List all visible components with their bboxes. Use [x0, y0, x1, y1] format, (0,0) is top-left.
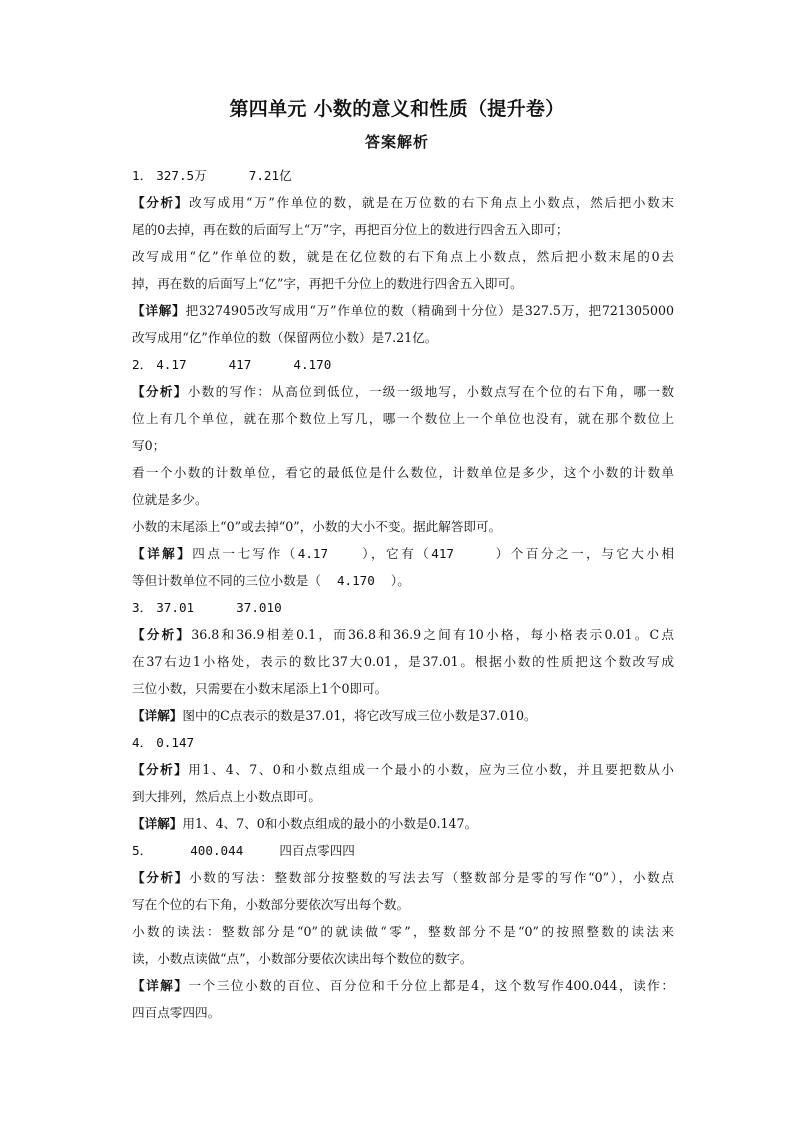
q1-answer-1: 327.5万	[156, 168, 207, 183]
q2-detail-line-1	[132, 540, 674, 567]
q2-detail-part-2: ），它有（	[359, 546, 432, 561]
q5-detail-line-1	[132, 972, 674, 999]
q2-answer-2: 417	[228, 357, 252, 372]
q1-number: 1．	[132, 168, 153, 183]
q5-answer-2: 四百点零四四	[279, 843, 355, 858]
q3-answer-2: 37.010	[236, 600, 282, 615]
q1-analysis-line-3: 改写成用“亿”作单位的数，就是在亿位数的右下角点上小数点，然后把小数末尾的0去	[132, 249, 674, 264]
q2-detail-line-2	[132, 567, 674, 594]
q4-analysis-line-2: 到大排列，然后点上小数点即可。	[132, 789, 321, 804]
analysis-tag: 【分析】	[132, 870, 190, 885]
q1-detail-line-2: 改写成用“亿”作单位的数（保留两位小数）是7.21亿。	[132, 330, 438, 345]
q4-answer-line	[132, 729, 674, 756]
q3-detail-text-1: 图中的C点表示的数是37.01，将它改写成三位小数是37.010。	[182, 708, 537, 723]
analysis-tag: 【分析】	[132, 195, 190, 210]
q3-analysis-text-1: 36.8和36.9相差0.1，而36.8和36.9之间有10小格，每小格表示0.01。C点	[191, 627, 674, 642]
q3-number: 3．	[132, 600, 153, 615]
detail-tag: 【详解】	[132, 303, 186, 318]
detail-tag: 【详解】	[132, 708, 183, 723]
q3-detail-line-1	[132, 702, 674, 729]
q2-analysis-line-4: 看一个小数的计数单位，看它的最低位是什么数位，计数单位是多少，这个小数的计数单	[132, 465, 674, 480]
q4-detail-line-1	[132, 810, 674, 837]
q5-number: 5．	[132, 843, 153, 858]
q2-detail-part-5: ）。	[390, 573, 410, 588]
q4-analysis-text-1: 用1、4、7、0和小数点组成一个最小的小数，应为三位小数，并且要把数从小	[188, 762, 674, 777]
q2-analysis-text-1: 小数的写作：从高位到低位，一级一级地写，小数点写在个位的右下角，哪一数	[187, 384, 674, 399]
detail-tag: 【详解】	[132, 546, 193, 561]
answer-body	[132, 162, 674, 1026]
detail-tag: 【详解】	[132, 978, 189, 993]
q5-detail-line-2: 四百点零四四。	[132, 1005, 221, 1020]
page-title: 第四单元 小数的意义和性质（提升卷）	[229, 98, 565, 120]
q2-analysis-line-6: 小数的末尾添上“0”或去掉“0”，小数的大小不变。据此解答即可。	[132, 519, 502, 534]
q2-detail-part-1: 四点一七写作（	[192, 546, 298, 561]
q3-analysis-line-3: 三位小数，只需要在小数末尾添上1个0即可。	[132, 681, 388, 696]
q5-answer-1: 400.044	[190, 843, 244, 858]
q2-analysis-line-5: 位就是多少。	[132, 492, 208, 507]
q3-analysis-line-1	[132, 621, 674, 648]
analysis-tag: 【分析】	[132, 627, 192, 642]
q5-analysis-text-1: 小数的写法：整数部分按整数的写法去写（整数部分是零的写作“0”），小数点	[189, 870, 674, 885]
q2-analysis-line-3: 写0；	[132, 438, 166, 453]
detail-tag: 【详解】	[132, 816, 183, 831]
q2-answer-3: 4.170	[293, 357, 332, 372]
analysis-tag: 【分析】	[132, 762, 189, 777]
q5-analysis-line-4: 读，小数点读做“点”，小数部分要依次读出每个数位的数字。	[132, 951, 473, 966]
q5-analysis-line-2: 写在个位的右下角，小数部分要依次写出每个数。	[132, 897, 410, 912]
q4-detail-text-1: 用1、4、7、0和小数点组成的最小的小数是0.147。	[182, 816, 478, 831]
q4-analysis-line-1	[132, 756, 674, 783]
q2-answer-line	[132, 351, 674, 378]
q1-analysis-line-2: 尾的0去掉，再在数的后面写上“万”字，再把百分位上的数进行四舍五入即可；	[132, 222, 569, 237]
q1-detail-line-1	[132, 297, 674, 324]
q1-answer-2: 7.21亿	[248, 168, 292, 183]
q3-answer-1: 37.01	[156, 600, 195, 615]
q5-detail-text-1: 一个三位小数的百位、百分位和千分位上都是4，这个数写作400.044，读作：	[188, 978, 674, 993]
q2-analysis-line-1	[132, 378, 674, 405]
q1-analysis-line-4: 掉，再在数的后面写上“亿”字，再把千分位上的数进行四舍五入即可。	[132, 276, 523, 291]
q1-analysis-text-1: 改写成用“万”作单位的数，就是在万位数的右下角点上小数点，然后把小数末	[189, 195, 674, 210]
q4-number: 4．	[132, 735, 153, 750]
q5-analysis-line-1	[132, 864, 674, 891]
q5-answer-line	[132, 837, 674, 864]
q1-analysis-line-1	[132, 189, 674, 216]
q3-analysis-line-2: 在37右边1小格处，表示的数比37大0.01，是37.01。根据小数的性质把这个数改写成	[132, 654, 674, 669]
analysis-tag: 【分析】	[132, 384, 188, 399]
page-subtitle: 答案解析	[364, 133, 429, 151]
q2-detail-part-3: ）个百分之一，与它大小相	[493, 546, 674, 561]
q2-detail-part-4: 等但计数单位不同的三位小数是（	[132, 573, 321, 588]
q2-detail-blank-2: 417	[431, 546, 454, 561]
q1-detail-text-1: 把3274905改写成用“万”作单位的数（精确到十分位）是327.5万，把721305000	[185, 303, 674, 318]
q2-number: 2．	[132, 357, 153, 372]
q2-analysis-line-2: 位上有几个单位，就在那个数位上写几，哪一个数位上一个单位也没有，就在那个数位上	[132, 411, 674, 426]
q4-answer-1: 0.147	[156, 735, 195, 750]
q2-detail-blank-1: 4.17	[297, 546, 329, 561]
q5-analysis-line-3: 小数的读法：整数部分是“0”的就读做“零”，整数部分不是“0”的按照整数的读法来	[132, 924, 674, 939]
q1-answer-line	[132, 162, 674, 189]
q3-answer-line	[132, 594, 674, 621]
q2-answer-1: 4.17	[156, 357, 187, 372]
q2-detail-blank-3: 4.170	[336, 573, 375, 588]
